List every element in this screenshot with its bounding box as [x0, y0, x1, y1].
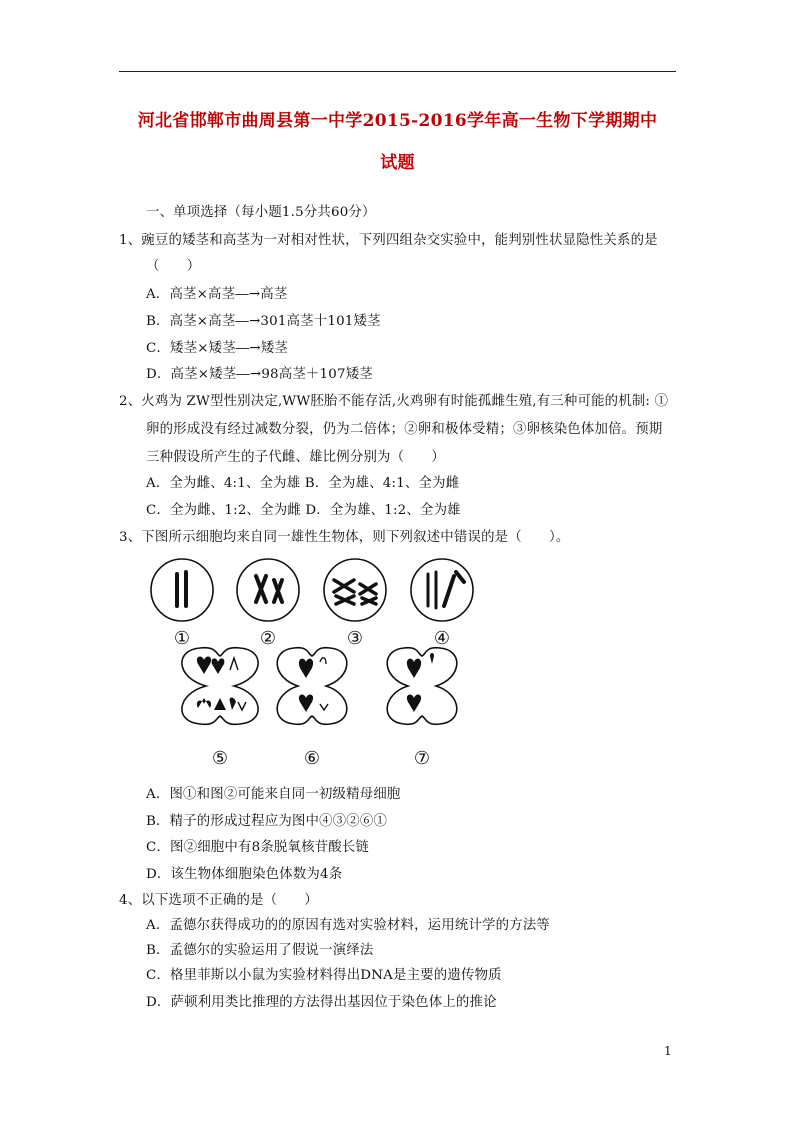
chromosome	[238, 702, 246, 710]
question-2-options-ab: A．全为雌、4:1、全为雄 B．全为雄、4:1、全为雌	[146, 476, 460, 491]
figure-label-4: ④	[433, 628, 451, 649]
cell-2-outline	[237, 559, 299, 621]
chromosome	[320, 658, 326, 664]
question-4-option-c: C．格里菲斯以小鼠为实验材料得出DNA是主要的遗传物质	[146, 968, 502, 983]
chromosome	[256, 576, 266, 602]
figure-label-1: ①	[173, 628, 191, 649]
header-rule	[119, 71, 676, 72]
figure-label-6: ⑥	[303, 748, 321, 769]
chromosome	[407, 659, 421, 678]
cell-3-outline	[324, 559, 386, 621]
page-title: 河北省邯郸市曲周县第一中学2015-2016学年高一生物下学期期中	[137, 111, 658, 131]
question-4-option-a: A．孟德尔获得成功的的原因有选对实验材料，运用统计学的方法等	[146, 918, 550, 933]
chromosome	[456, 572, 464, 582]
chromosome	[430, 653, 434, 664]
figure-label-7: ⑦	[413, 748, 431, 769]
chromosome	[362, 598, 376, 604]
question-1-stem: 1、豌豆的矮茎和高茎为一对相对性状，下列四组杂交实验中，能判别性状显隐性关系的是	[119, 233, 658, 248]
figure-label-5: ⑤	[211, 748, 229, 769]
cell-7-outline	[387, 648, 457, 725]
chromosome	[230, 698, 236, 711]
question-3-option-d: D．该生物体细胞染色体数为4条	[146, 867, 343, 882]
chromosome	[360, 584, 376, 594]
figure-label-2: ②	[259, 628, 277, 649]
question-1-option-a: A．高茎×高茎―→高茎	[146, 287, 288, 302]
question-3-option-a: A．图①和图②可能来自同一初级精母细胞	[146, 787, 401, 802]
page-title-continued: 试题	[380, 153, 415, 173]
chromosome	[336, 596, 354, 604]
chromosome	[184, 570, 188, 608]
cell-6-outline	[277, 648, 347, 725]
question-3-option-c: C．图②细胞中有8条脱氧核苷酸长链	[146, 840, 370, 855]
question-1-option-b: B．高茎×高茎―→301高茎十101矮茎	[146, 314, 381, 329]
question-4-stem: 4、以下选项不正确的是（ ）	[119, 893, 318, 908]
chromosome	[274, 580, 282, 602]
chromosome	[299, 695, 313, 712]
cell-4-outline	[411, 559, 473, 621]
question-3-stem: 3、下图所示细胞均来自同一雄性生物体，则下列叙述中错误的是（ ）。	[119, 530, 570, 545]
chromosome	[334, 580, 354, 592]
chromosome	[214, 698, 226, 710]
chromosome	[197, 657, 211, 674]
question-4-option-b: B．孟德尔的实验运用了假说一演绎法	[146, 943, 374, 958]
cell-division-figure	[140, 552, 490, 774]
question-1-option-d: D．高茎×矮茎―→98高茎＋107矮茎	[146, 367, 373, 382]
page-number: 1	[664, 1044, 672, 1058]
figure-label-3: ③	[346, 628, 364, 649]
chromosome	[230, 658, 238, 670]
question-2-stem: 2、火鸡为 ZW型性别决定,WW胚胎不能存活,火鸡卵有时能孤雌生殖,有三种可能的机制: ①	[119, 394, 669, 409]
section-heading: 一、单项选择（每小题1.5分共60分）	[146, 205, 376, 220]
chromosome	[444, 576, 454, 606]
chromosome	[175, 572, 179, 608]
chromosome	[320, 704, 328, 710]
question-2-stem-cont1: 卵的形成没有经过减数分裂，仍为二倍体；②卵和极体受精；③卵核染色体加倍。预期	[146, 422, 663, 437]
question-2-options-cd: C．全为雌、1:2、全为雌 D．全为雄、1:2、全为雄	[146, 503, 461, 518]
question-3-option-b: B．精子的形成过程应为图中④③②⑥①	[146, 814, 388, 829]
question-4-option-d: D．萨顿利用类比推理的方法得出基因位于染色体上的推论	[146, 995, 497, 1010]
chromosome	[407, 695, 421, 712]
cell-1-outline	[151, 559, 213, 621]
chromosome	[197, 698, 211, 708]
question-1-stem-cont: （ ）	[146, 259, 201, 274]
chromosome	[212, 658, 225, 674]
question-2-stem-cont2: 三种假设所产生的子代雌、雄比例分别为（ ）	[146, 450, 445, 465]
chromosome	[299, 659, 313, 678]
question-1-option-c: C．矮茎×矮茎―→矮茎	[146, 341, 289, 356]
